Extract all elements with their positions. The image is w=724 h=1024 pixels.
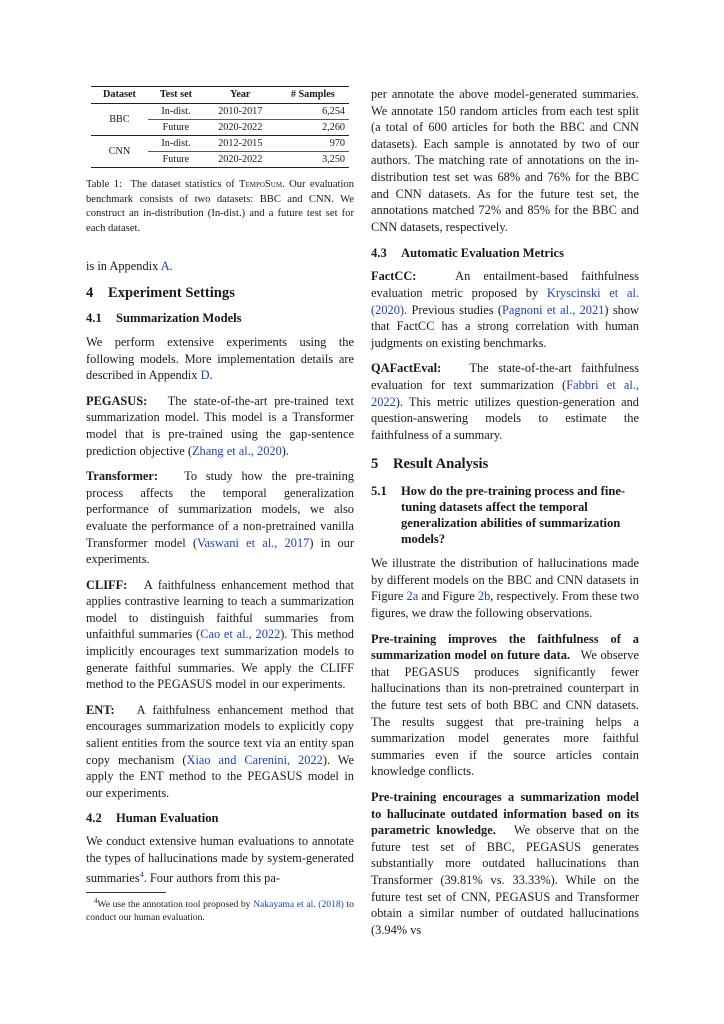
section-number: 4 [86,284,94,301]
paragraph-label: PEGASUS: [86,393,148,408]
paragraph-text: A faithfulness enhancement method that encourages summarization models to explicitly copy salient entities from the source text via an entity span copy mechanism ( [86,702,354,767]
table-cell-dataset: BBC [91,104,148,136]
footnote-number: 4 [93,897,98,906]
citation-link[interactable]: Pagnoni et al., 2021 [501,302,605,317]
table-cell-year: 2020-2022 [204,120,277,136]
section-title: Result Analysis [393,456,489,473]
section-5-1-heading [371,483,639,547]
appendix-sentence [86,258,354,275]
section-number: 5 [371,456,379,473]
qafacteval-paragraph [371,360,639,443]
paragraph-text: ). This metric utilizes question-generation and question-answering models to estimate the faithfulness of a summary. [371,394,639,442]
table-cell-test-set: In-dist. [148,104,204,120]
col-header-samples: # Samples [277,87,349,104]
section-4-3-heading [371,245,639,261]
figure-2a-link[interactable]: 2a [406,589,419,604]
caption-pre: The dataset statistics of [130,179,235,190]
table-cell-year: 2010-2017 [204,104,277,120]
appendix-text: is in Appendix [86,259,159,274]
dataset-statistics-table [91,86,349,168]
table-cell-test-set: Future [148,152,204,168]
paragraph-text: We illustrate the distribution of hallucinations made by different models on the BBC and CNN datasets in Figure [371,556,639,604]
right-column [371,86,639,938]
table-cell-samples: 3,250 [277,152,349,168]
section-4-heading [86,284,354,302]
footnote-4-link[interactable]: 4 [139,869,144,879]
section-title: Experiment Settings [108,284,235,301]
paragraph-label: CLIFF: [86,577,128,592]
citation-link[interactable]: Vaswani et al., 2017 [196,535,310,550]
table-caption [86,178,354,236]
observation-1-paragraph [371,631,639,780]
paragraph-text: . [209,368,213,383]
section-title: Summarization Models [116,310,242,325]
paragraph-text: ). [281,443,290,458]
models-intro-paragraph [86,334,354,384]
table-cell-year: 2012-2015 [204,136,277,152]
paragraph-text: The state-of-the-art faithfulness evaluation for text summarization ( [371,361,639,392]
citation-link[interactable]: Zhang et al., 2020 [191,443,282,458]
col-header-year: Year [204,87,277,104]
caption-benchmark-name: TempoSum [238,179,283,190]
illustration-paragraph [371,555,639,621]
human-eval-paragraph [86,833,354,886]
paragraph-label: Pre-training improves the faithfulness of a summarization model on future data. [371,631,639,663]
table-cell-dataset: CNN [91,136,148,168]
paragraph-text: We conduct extensive human evaluations to annotate the types of hallucinations made by system-generated summaries [86,834,354,885]
paragraph-text: , respectively. From these two figures, we draw the following observations. [371,589,639,621]
paragraph-label: QAFactEval: [371,361,442,376]
section-number: 4.2 [86,811,102,826]
appendix-a-link[interactable]: A [160,259,170,274]
appendix-d-link[interactable]: D [200,368,210,383]
table-row [91,104,349,120]
col-header-test-set: Test set [148,87,204,104]
table-cell-samples: 2,260 [277,120,349,136]
footnote-4 [86,895,354,925]
footnote-divider [86,892,166,893]
section-5-heading [371,455,639,473]
section-number: 4.3 [371,246,387,261]
paragraph-label: Transformer: [86,469,159,484]
factcc-paragraph [371,268,639,351]
paragraph-text: ). This method implicitly encourages text summarization models to generate faithful summaries. We apply the CLIFF method to the PEGASUS model in our experiments. [86,627,354,692]
caption-label: Table 1: [86,179,122,190]
paragraph-label: ENT: [86,702,115,717]
citation-link[interactable]: Kryscinski et al. (2020) [371,285,639,317]
table-cell-test-set: In-dist. [148,136,204,152]
citation-link[interactable]: Fabbri et al., 2022 [371,377,640,409]
section-title: Automatic Evaluation Metrics [401,246,564,261]
paragraph-text: An entailment-based faithfulness evaluation metric proposed by [371,269,639,300]
paragraph-text: ). We apply the ENT method to the PEGASUS model in our experiments. [86,752,354,800]
section-number: 5.1 [371,484,387,499]
paragraph-text: The state-of-the-art pre-trained text summarization model. This model is a Transformer model that is pre-trained using the gap-sentence prediction objective ( [86,393,354,458]
paragraph-text: We perform extensive experiments using the following models. More implementation details are described in Appendix [86,334,354,383]
paragraph-label: Pre-training encourages a summarization model to hallucinate outdated information based on its parametric knowledge. [371,790,639,838]
ent-paragraph [86,702,354,802]
paragraph-text: ) show that FactCC has a strong correlation with human judgments on existing benchmarks. [371,302,639,350]
table-cell-samples: 6,254 [277,104,349,120]
left-column [86,86,354,925]
caption-post: . Our evaluation benchmark consists of two datasets: BBC and CNN. We construct an in-distribution (In-dist.) and a future test set for each dataset. [86,179,354,234]
citation-link[interactable]: Nakayama et al. (2018) [253,899,344,911]
paragraph-label: FactCC: [371,269,417,284]
paragraph-text: and Figure [421,589,475,604]
footnote-text: to conduct our human evaluation. [86,899,354,924]
section-4-1-heading [86,310,354,326]
section-title: Human Evaluation [116,811,219,826]
paragraph-text: . Four authors from this pa- [143,870,280,885]
human-eval-continuation: per annotate the above model-generated summaries. We annotate 150 random articles from each test split (a total of 600 articles for both the BBC and CNN datasets). Each sample is annotated by two of our authors. The matching rate of annotations on the in-distribution test set was 68% and 76% for the BBC and CNN datasets. As for the future test set, the annotations matched 72% and 85% for the BBC and CNN datasets, respectively. [371,87,639,234]
paragraph-text: A faithfulness enhancement method that applies contrastive learning to teach a summarization model to distinguish faithful summaries from unfaithful summaries ( [86,577,354,642]
table-cell-test-set: Future [148,120,204,136]
section-4-2-heading [86,810,354,826]
paragraph-text: . Previous studies ( [404,302,502,317]
col-header-dataset: Dataset [91,87,148,104]
citation-link[interactable]: Xiao and Carenini, 2022 [186,752,323,767]
section-number: 4.1 [86,310,102,325]
citation-link[interactable]: Cao et al., 2022 [200,627,281,642]
footnote-text: We use the annotation tool proposed by [97,899,251,911]
observation-2-paragraph [371,789,639,938]
table-cell-samples: 970 [277,136,349,152]
table-cell-year: 2020-2022 [204,152,277,168]
section-title: How do the pre-training process and fine-tuning datasets affect the temporal generalization abilities of summarization models? [401,484,626,547]
pegasus-paragraph [86,393,354,459]
paragraph-text: We observe that on the future test set of BBC, PEGASUS generates substantially more outdated hallucinations than Transformer (39.81% vs. 33.33%). While on the future test set of CNN, PEGASUS and Transformer obtain a similar number of outdated hallucinations (3.94% vs [371,823,640,937]
figure-2b-link[interactable]: 2b [477,589,491,604]
appendix-period: . [169,259,173,274]
paragraph-text: To study how the pre-training process affects the temporal generalization performance of summarization models, we also evaluate the performance of a non-pretrained vanilla Transformer model ( [86,469,354,550]
cliff-paragraph [86,577,354,693]
paragraph-text: ) in our experiments. [86,535,354,567]
paragraph-text: We observe that PEGASUS produces significantly fewer hallucinations than its non-pretrained counterpart in the future test sets of both BBC and CNN datasets. The results suggest that pre-training helps a summarization model generates more faithful summaries even if the source articles contain knowledge conflicts. [371,648,639,779]
table-row [91,136,349,152]
transformer-paragraph [86,468,354,568]
